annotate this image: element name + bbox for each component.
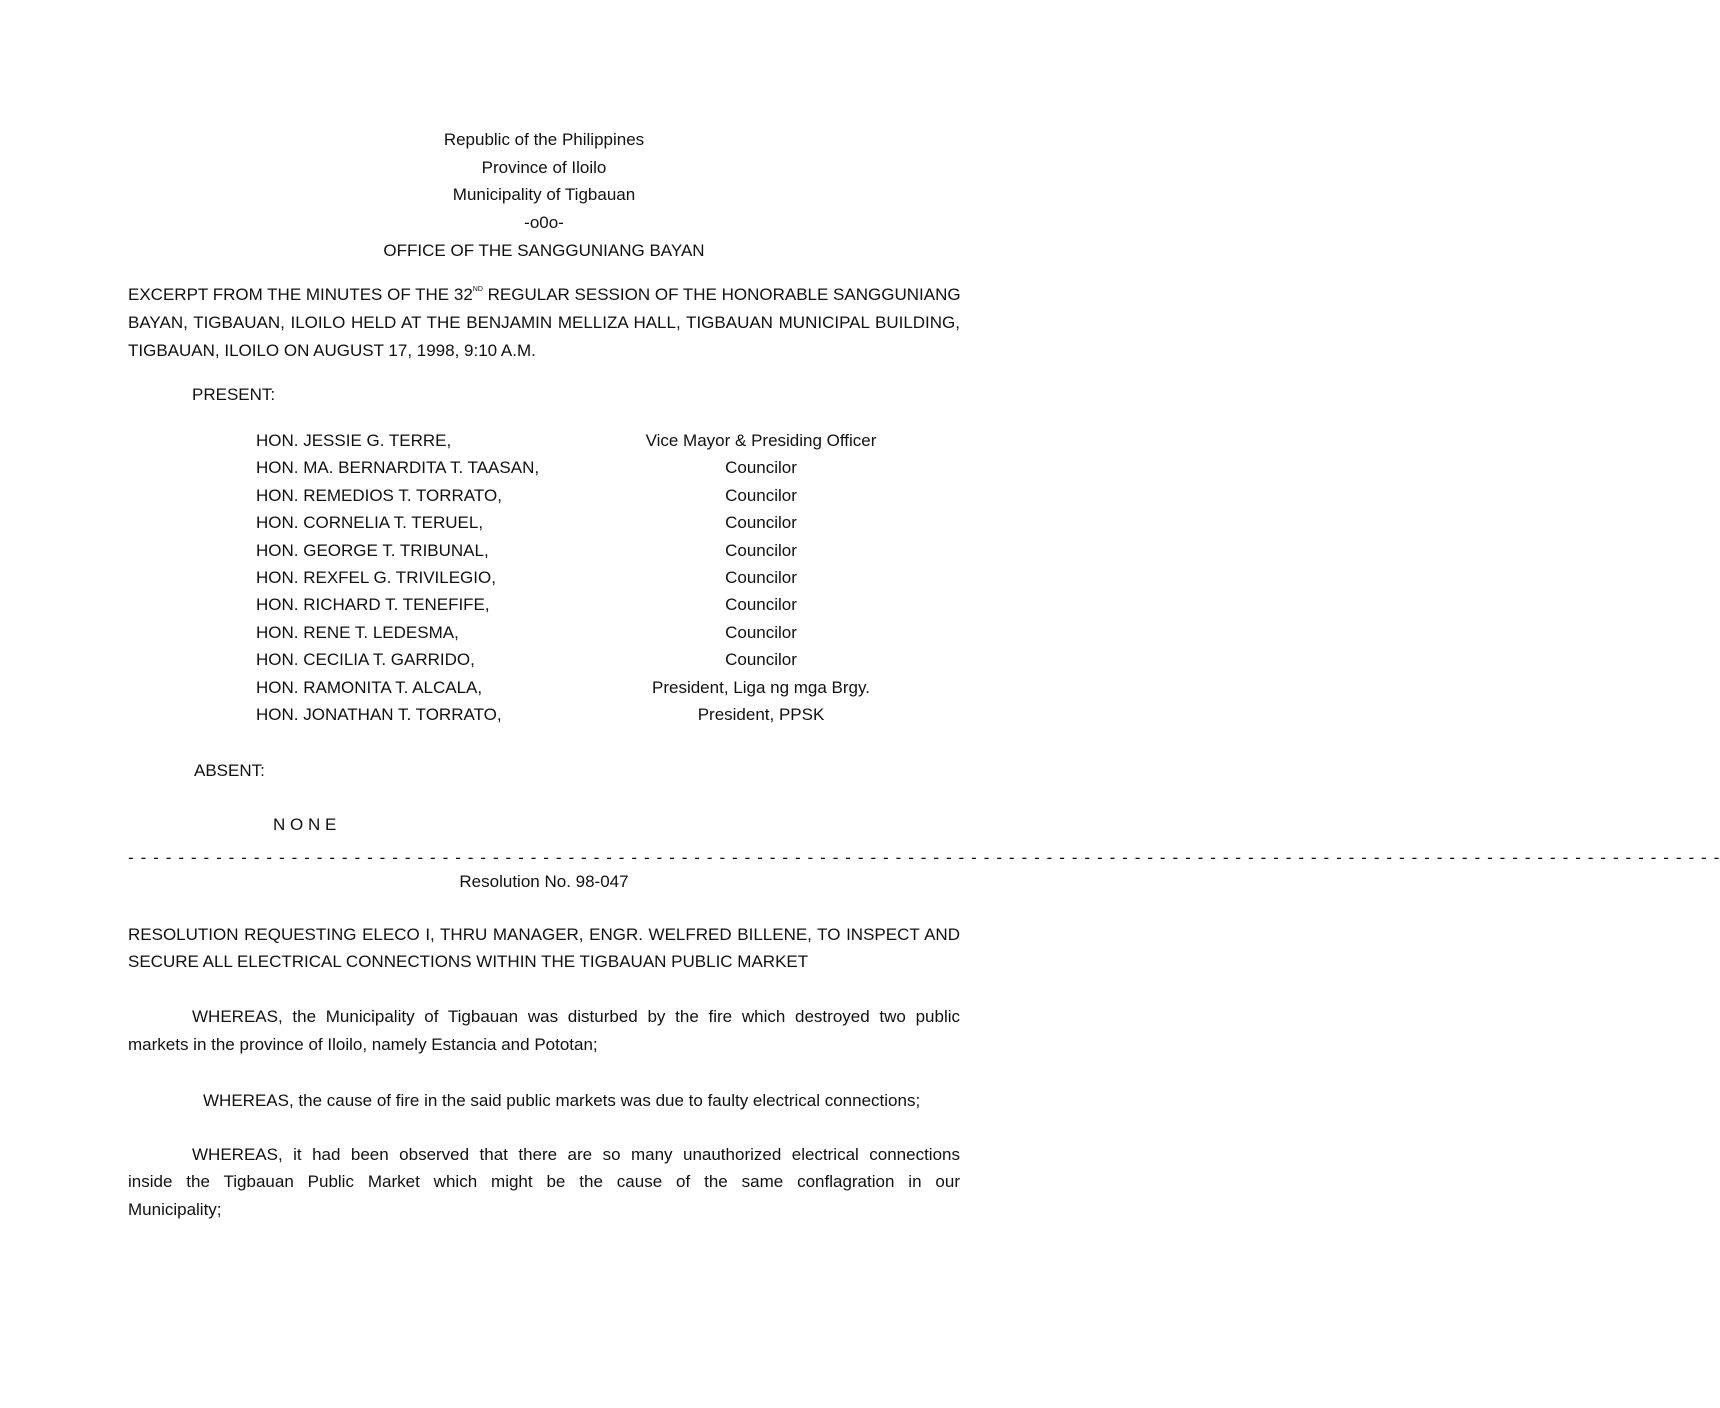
attendee-name: HON. JONATHAN T. TORRATO,	[256, 705, 502, 724]
attendee-name: HON. REMEDIOS T. TORRATO,	[256, 486, 502, 505]
header-province: Province of Iloilo	[481, 158, 607, 177]
attendee-role: President, Liga ng mga Brgy.	[652, 678, 870, 697]
dashed-separator: - - - - - - - - - - - - - - - - - - - - - - - - - - - - - - - - - - - - - - - - - - - - - - - - - - - - - - - - - - - - - - - - - - - - - - - - - - - - - - - - - - - - - - - - - - - - - - - - - - - - - - - - - - - - - - - - - - - - - - - - - - - - - - -	[128, 848, 1720, 867]
attendee-name: HON. CECILIA T. GARRIDO,	[256, 650, 475, 669]
attendee-name: HON. CORNELIA T. TERUEL,	[256, 513, 484, 532]
attendee-name: HON. REXFEL G. TRIVILEGIO,	[256, 568, 496, 587]
attendee-role: Vice Mayor & Presiding Officer	[645, 431, 877, 450]
excerpt-line-2: BAYAN, TIGBAUAN, ILOILO HELD AT THE BENJAMIN MELLIZA HALL, TIGBAUAN MUNICIPAL BUILDING,	[128, 313, 960, 332]
attendee-role: Councilor	[725, 623, 797, 642]
attendee-name: HON. RENE T. LEDESMA,	[256, 623, 459, 642]
attendee-role: President, PPSK	[697, 705, 825, 724]
attendee-role: Councilor	[725, 458, 797, 477]
attendee-role: Councilor	[725, 513, 797, 532]
whereas-3-line-3: Municipality;	[128, 1200, 222, 1219]
attendee-role: Councilor	[725, 595, 797, 614]
attendee-name: HON. RICHARD T. TENEFIFE,	[256, 595, 490, 614]
header-country: Republic of the Philippines	[443, 130, 645, 149]
whereas-3-line-2: inside the Tigbauan Public Market which might be the cause of the same conflagration in our	[128, 1172, 960, 1191]
whereas-1-line-1: WHEREAS, the Municipality of Tigbauan was disturbed by the fire which destroyed two public	[192, 1007, 960, 1026]
resolution-title-line-2: SECURE ALL ELECTRICAL CONNECTIONS WITHIN THE TIGBAUAN PUBLIC MARKET	[128, 952, 809, 971]
ordinal-suffix: ND	[472, 286, 483, 293]
header-municipality: Municipality of Tigbauan	[452, 185, 636, 204]
office-title: OFFICE OF THE SANGGUNIANG BAYAN	[383, 241, 705, 260]
resolution-number: Resolution No. 98-047	[459, 872, 629, 891]
attendee-name: HON. JESSIE G. TERRE,	[256, 431, 452, 450]
present-label: PRESENT:	[192, 385, 276, 404]
attendee-role: Councilor	[725, 568, 797, 587]
whereas-1-line-2: markets in the province of Iloilo, namely Estancia and Pototan;	[128, 1035, 598, 1054]
absent-value: N O N E	[273, 815, 337, 834]
excerpt-line-3: TIGBAUAN, ILOILO ON AUGUST 17, 1998, 9:10 A.M.	[128, 341, 536, 360]
whereas-2: WHEREAS, the cause of fire in the said public markets was due to faulty electrical connections;	[203, 1091, 921, 1110]
attendee-name: HON. MA. BERNARDITA T. TAASAN,	[256, 458, 540, 477]
attendee-role: Councilor	[725, 541, 797, 560]
absent-label: ABSENT:	[194, 761, 265, 780]
attendee-role: Councilor	[725, 486, 797, 505]
resolution-title-line-1: RESOLUTION REQUESTING ELECO I, THRU MANAGER, ENGR. WELFRED BILLENE, TO INSPECT AND	[128, 925, 960, 944]
header-ornament: -o0o-	[524, 213, 564, 232]
excerpt-line-1: EXCERPT FROM THE MINUTES OF THE 32ND REGULAR SESSION OF THE HONORABLE SANGGUNIANG	[128, 285, 961, 304]
attendee-name: HON. RAMONITA T. ALCALA,	[256, 678, 483, 697]
attendee-role: Councilor	[725, 650, 797, 669]
attendee-name: HON. GEORGE T. TRIBUNAL,	[256, 541, 489, 560]
whereas-3-line-1: WHEREAS, it had been observed that there are so many unauthorized electrical connections	[192, 1145, 960, 1164]
